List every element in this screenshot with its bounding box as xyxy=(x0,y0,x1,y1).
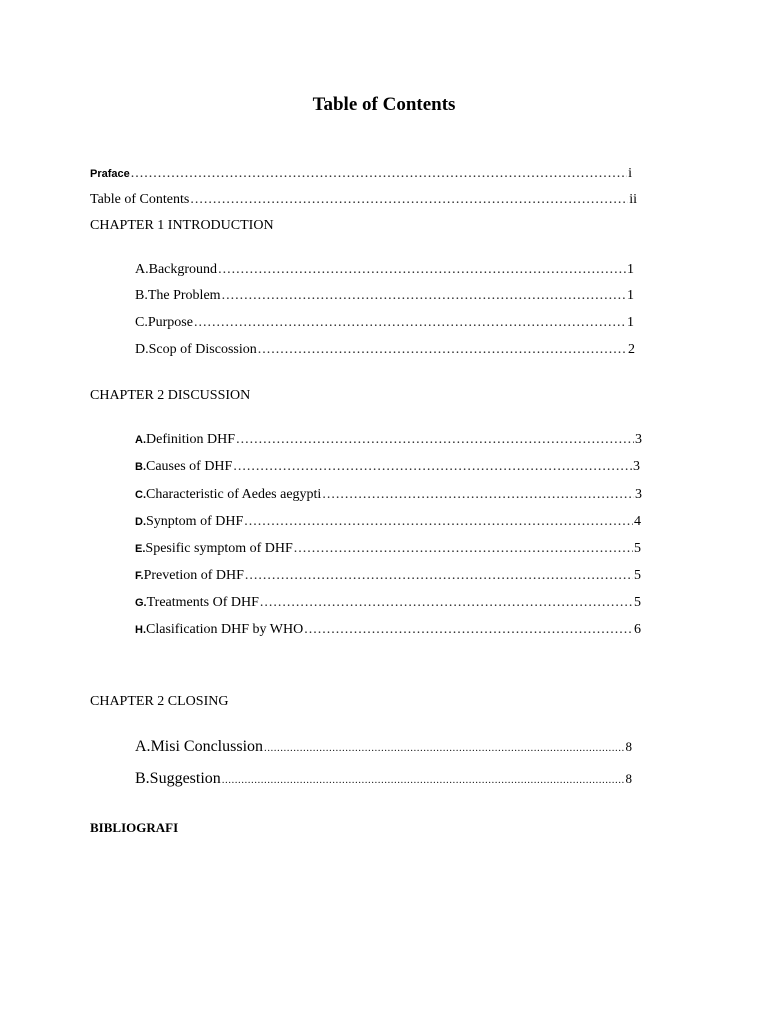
toc-entry-label: Suggestion xyxy=(149,770,221,787)
toc-entry-background[interactable] xyxy=(135,261,634,279)
toc-entry-page: 5 xyxy=(634,568,641,583)
toc-entry-label: Praface xyxy=(90,168,130,180)
dot-leader xyxy=(236,431,634,449)
toc-entry-page: 1 xyxy=(627,262,634,277)
toc-entry-letter: D. xyxy=(135,516,146,528)
toc-entry-table-of-contents[interactable] xyxy=(90,191,637,209)
bibliography-heading[interactable]: BIBLIOGRAFI xyxy=(90,820,179,835)
toc-entry-page: 3 xyxy=(633,459,640,474)
dot-leader xyxy=(190,191,628,209)
toc-entry-page: 8 xyxy=(625,739,632,754)
toc-entry-letter: B. xyxy=(135,288,148,303)
toc-entry-label: Spesific symptom of DHF xyxy=(145,541,293,556)
toc-entry-purpose[interactable] xyxy=(135,314,634,332)
toc-entry-page: 2 xyxy=(628,342,635,357)
toc-entry-scop-of-discossion[interactable] xyxy=(135,341,635,359)
toc-entry-clasification-dhf-by-who[interactable] xyxy=(135,621,641,639)
toc-entry-misi-conclussion[interactable] xyxy=(135,736,632,759)
page-title: Table of Contents xyxy=(312,94,456,115)
toc-entry-label: Causes of DHF xyxy=(146,459,233,474)
toc-entry-label: Purpose xyxy=(147,315,193,330)
toc-entry-suggestion[interactable] xyxy=(135,768,632,791)
dot-leader xyxy=(294,540,633,558)
dot-leader xyxy=(322,486,634,504)
dot-leader xyxy=(218,261,626,279)
toc-entry-the-problem[interactable] xyxy=(135,287,634,305)
toc-entry-definition-dhf[interactable] xyxy=(135,431,642,449)
toc-entry-label: Prevetion of DHF xyxy=(143,568,244,583)
dot-leader xyxy=(222,287,626,305)
dot-leader xyxy=(245,567,633,585)
toc-entry-synptom-of-dhf[interactable] xyxy=(135,513,641,531)
toc-entry-label: Definition DHF xyxy=(146,432,236,447)
toc-entry-page: 1 xyxy=(627,288,634,303)
chapter-closing-heading[interactable]: CHAPTER 2 CLOSING xyxy=(90,694,229,709)
toc-entry-page: 3 xyxy=(635,432,642,447)
dot-leader xyxy=(222,769,625,791)
toc-entry-treatments-of-dhf[interactable] xyxy=(135,594,641,612)
toc-entry-letter: B. xyxy=(135,770,150,787)
toc-entry-page: 4 xyxy=(634,514,641,529)
toc-entry-page: 1 xyxy=(627,315,634,330)
toc-entry-page: 8 xyxy=(625,771,632,786)
toc-entry-preface[interactable] xyxy=(90,165,632,183)
toc-entry-page: 6 xyxy=(634,622,641,637)
dot-leader xyxy=(244,513,633,531)
toc-entry-characteristic-of-aedes-aegypti[interactable] xyxy=(135,486,642,504)
dot-leader xyxy=(264,737,624,759)
toc-entry-page: 3 xyxy=(635,487,642,502)
toc-entry-letter: D. xyxy=(135,342,149,357)
toc-entry-label: Background xyxy=(148,262,218,277)
toc-entry-letter: G. xyxy=(135,597,147,609)
dot-leader xyxy=(131,165,627,183)
toc-entry-letter: A. xyxy=(135,434,146,446)
toc-entry-causes-of-dhf[interactable] xyxy=(135,458,640,476)
dot-leader xyxy=(260,594,633,612)
toc-entry-letter: C. xyxy=(135,315,148,330)
dot-leader xyxy=(194,314,626,332)
dot-leader xyxy=(258,341,627,359)
toc-entry-label: Misi Conclussion xyxy=(150,738,264,755)
toc-entry-label: Treatments Of DHF xyxy=(146,595,259,610)
toc-entry-page: ii xyxy=(629,192,637,207)
toc-entry-page: i xyxy=(628,166,632,181)
toc-entry-page: 5 xyxy=(634,541,641,556)
dot-leader xyxy=(304,621,633,639)
toc-entry-label: Scop of Discossion xyxy=(148,342,257,357)
toc-entry-letter: H. xyxy=(135,624,146,636)
toc-entry-letter: F. xyxy=(135,570,144,582)
toc-entry-label: Clasification DHF by WHO xyxy=(146,622,304,637)
dot-leader xyxy=(233,458,632,476)
toc-entry-letter: E. xyxy=(135,543,146,555)
chapter-2-heading[interactable]: CHAPTER 2 DISCUSSION xyxy=(90,388,251,403)
toc-entry-prevetion-of-dhf[interactable] xyxy=(135,567,641,585)
toc-entry-page: 5 xyxy=(634,595,641,610)
toc-entry-label: Synptom of DHF xyxy=(146,514,244,529)
toc-entry-letter: C. xyxy=(135,489,146,501)
toc-entry-spesific-symptom-of-dhf[interactable] xyxy=(135,540,641,558)
toc-entry-label: The Problem xyxy=(147,288,221,303)
toc-entry-letter: A. xyxy=(135,262,149,277)
toc-entry-label: Characteristic of Aedes aegypti xyxy=(146,487,322,502)
chapter-1-heading[interactable]: CHAPTER 1 INTRODUCTION xyxy=(90,218,274,233)
toc-entry-letter: A. xyxy=(135,738,151,755)
toc-entry-letter: B. xyxy=(135,461,146,473)
toc-entry-label: Table of Contents xyxy=(90,192,190,207)
